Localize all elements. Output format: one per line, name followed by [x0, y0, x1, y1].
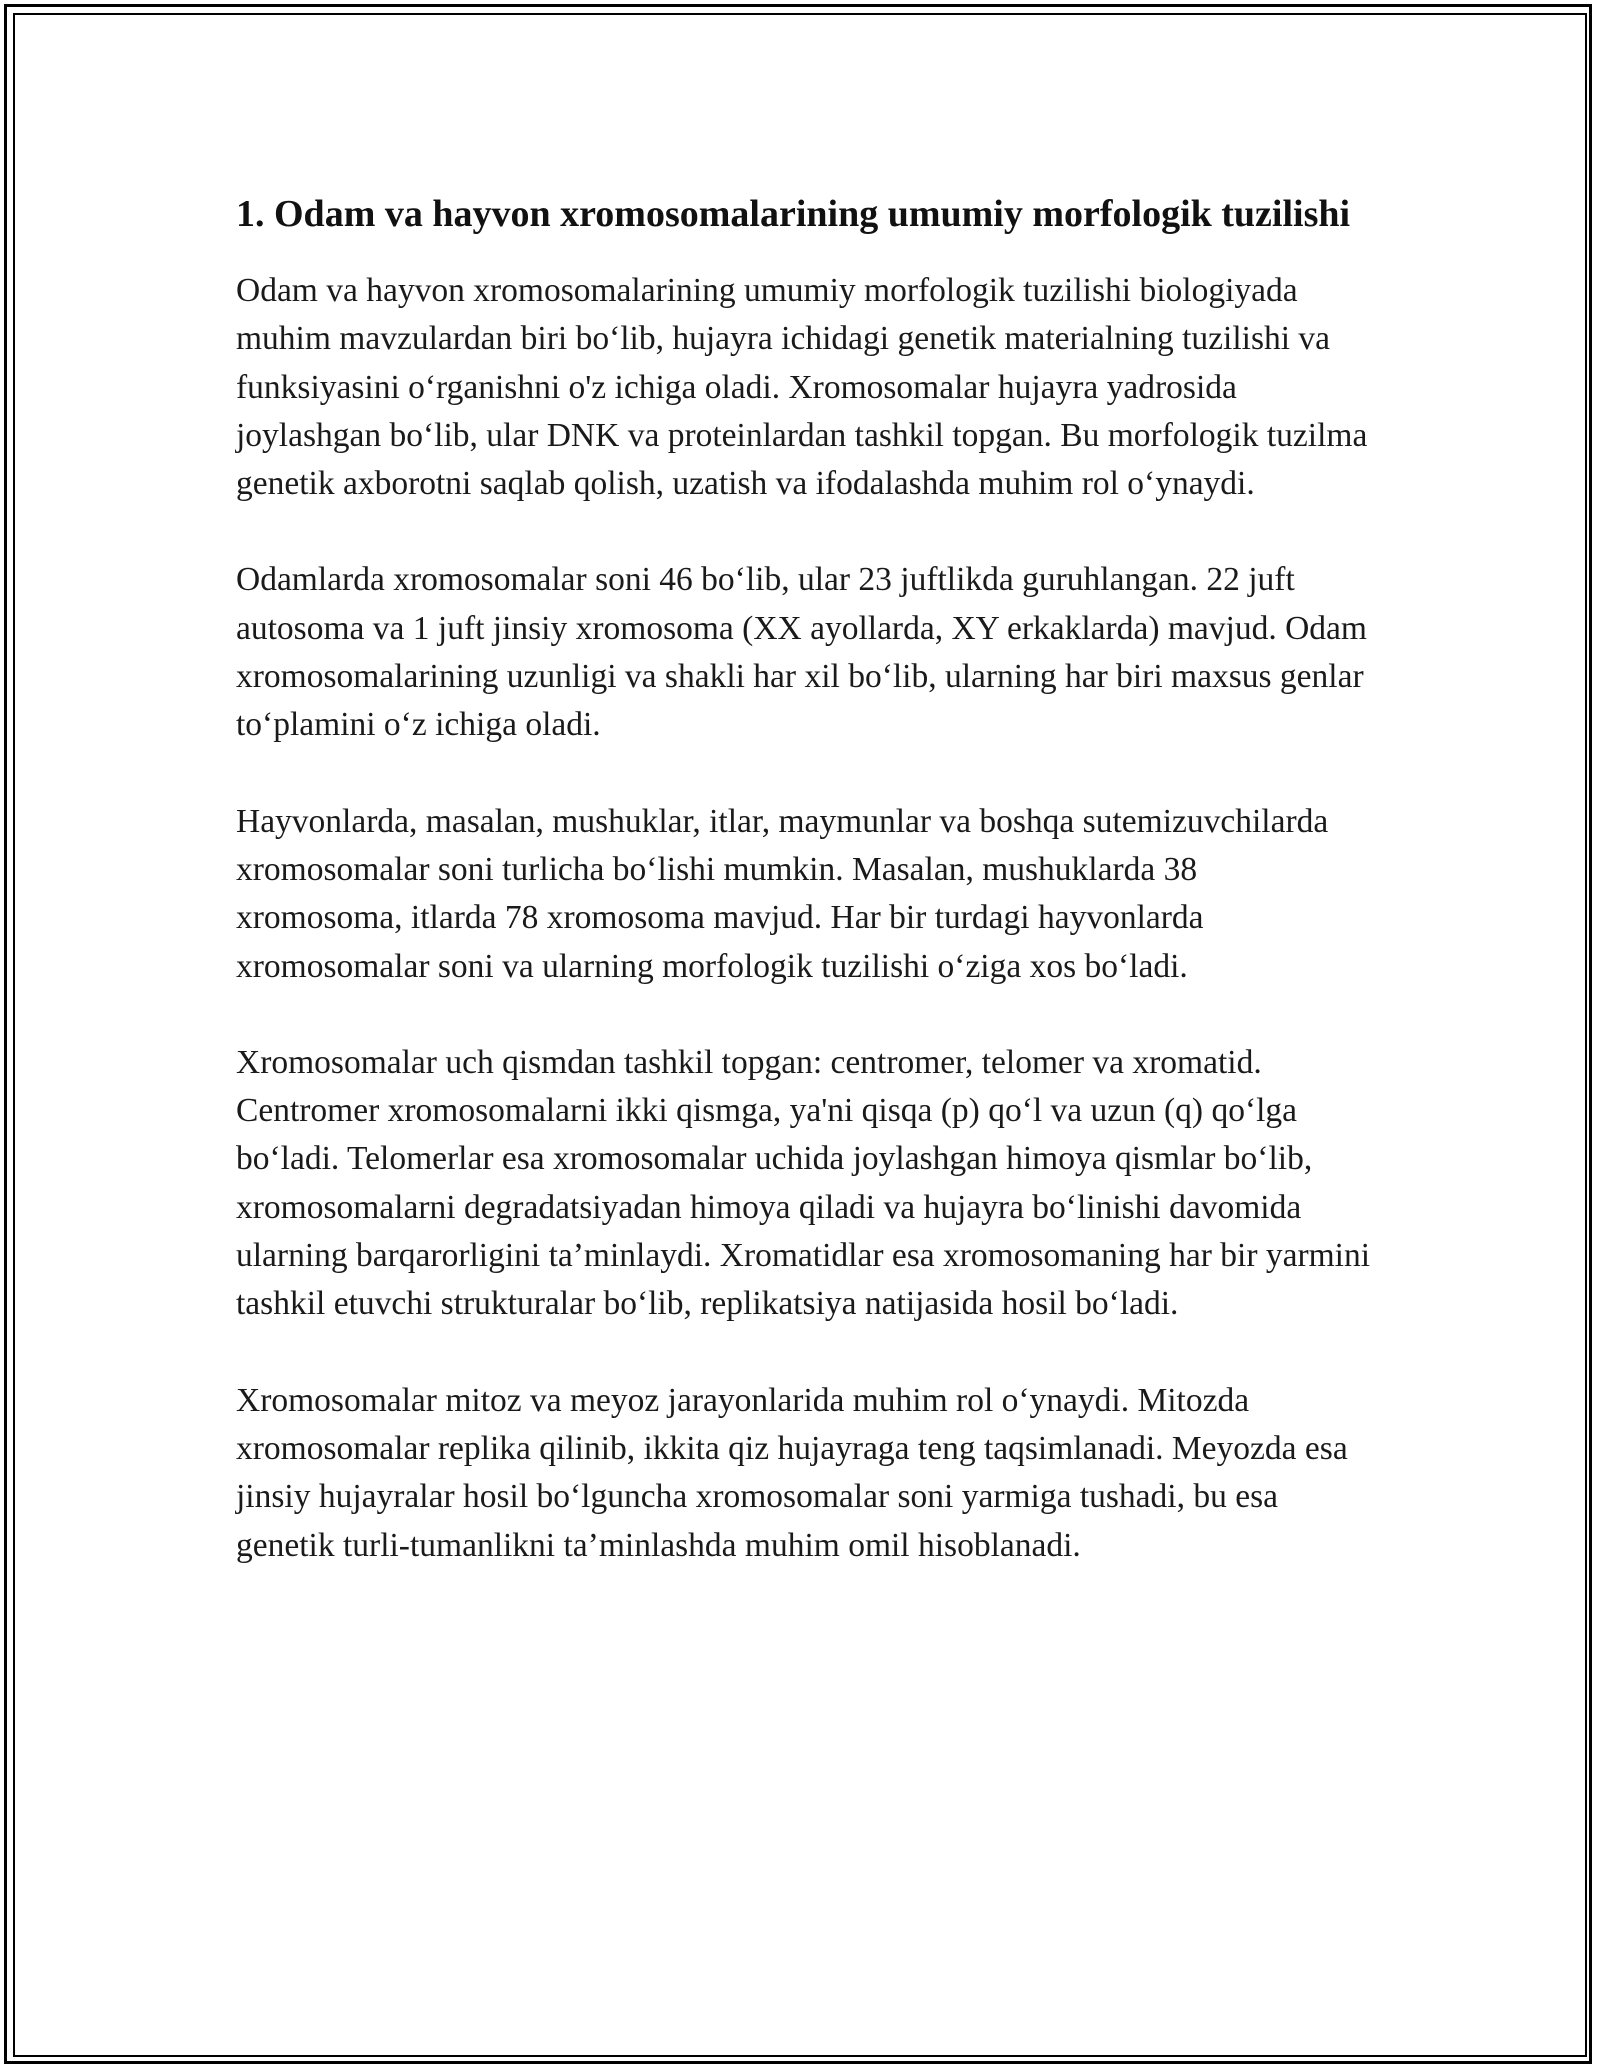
paragraph-mitosis-meiosis: Xromosomalar mitoz va meyoz jarayonlarida muhim rol oʻynaydi. Mitozda xromosomalar replika qilinib, ikkita qiz hujayraga teng taqsimlanadi. Meyozda esa jinsiy hujayralar hosil boʻlguncha xromosomalar soni yarmiga tushadi, bu esa genetik turli-tumanlikni ta’minlashda muhim omil hisoblanadi.	[236, 1381, 1348, 1564]
paragraph-animal-chromosomes: Hayvonlarda, masalan, mushuklar, itlar, maymunlar va boshqa sutemizuvchilarda xromosomalar soni turlicha boʻlishi mumkin. Masalan, mushuklarda 38 xromosoma, itlarda 78 xromosoma mavjud. Har bir turdagi hayvonlarda xromosomalar soni va ularning morfologik tuzilishi oʻziga xos boʻladi.	[236, 802, 1329, 985]
paragraph-chromosome-parts: Xromosomalar uch qismdan tashkil topgan: centromer, telomer va xromatid. Centromer xromosomalarni ikki qismga, ya'ni qisqa (p) qoʻl va uzun (q) qoʻlga boʻladi. Telomerlar esa xromosomalar uchida joylashgan himoya qismlar boʻlib, xromosomalarni degradatsiyadan himoya qiladi va hujayra boʻlinishi davomida ularning barqarorligini ta’minlaydi. Xromatidlar esa xromosomaning har bir yarmini tashkil etuvchi strukturalar boʻlib, replikatsiya natijasida hosil boʻladi.	[236, 1043, 1371, 1323]
paragraph-human-chromosomes: Odamlarda xromosomalar soni 46 boʻlib, ular 23 juftlikda guruhlangan. 22 juft autosoma va 1 juft jinsiy xromosoma (XX ayollarda, XY erkaklarda) mavjud. Odam xromosomalarining uzunligi va shakli har xil boʻlib, ularning har biri maxsus genlar toʻplamini oʻz ichiga oladi.	[236, 561, 1367, 744]
paragraph-intro: Odam va hayvon xromosomalarining umumiy morfologik tuzilishi biologiyada muhim mavzulardan biri boʻlib, hujayra ichidagi genetik materialning tuzilishi va funksiyasini oʻrganishni o'z ichiga oladi. Xromosomalar hujayra yadrosida joylashgan boʻlib, ular DNK va proteinlardan tashkil topgan. Bu morfologik tuzilma genetik axborotni saqlab qolish, uzatish va ifodalashda muhim rol oʻynaydi.	[236, 272, 1368, 503]
page-title: 1. Odam va hayvon xromosomalarining umumiy morfologik tuzilishi	[236, 193, 1351, 235]
document-body	[236, 187, 1371, 1618]
